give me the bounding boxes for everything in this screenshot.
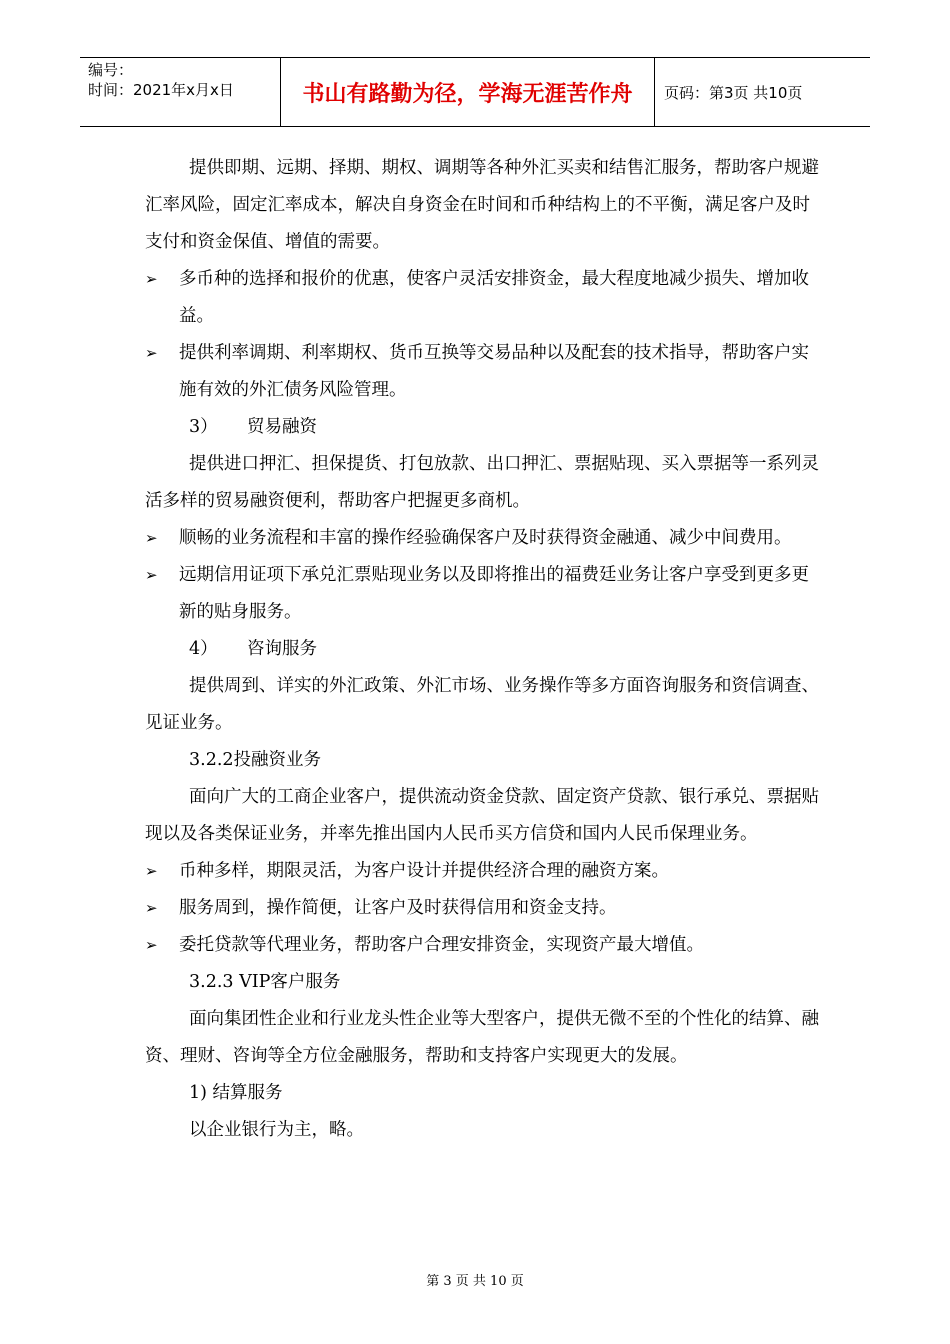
bullet-item [145,853,825,890]
bullet-text: 顺畅的业务流程和丰富的操作经验确保客户及时获得资金融通、减少中间费用。 [179,528,792,548]
arrow-bullet-icon: ➢ [145,270,158,288]
paragraph: 提供进口押汇、担保提货、打包放款、出口押汇、票据贴现、买入票据等一系列灵活多样的贸易融资便利，帮助客户把握更多商机。 [145,454,819,511]
section-heading [145,409,825,446]
arrow-bullet-icon: ➢ [145,899,158,917]
page-footer: 第 3 页 共 10 页 [426,1274,524,1289]
paragraph: 面向广大的工商企业客户，提供流动资金贷款、固定资产贷款、银行承兑、票据贴现以及各类保证业务，并率先推出国内人民币买方信贷和国内人民币保理业务。 [145,787,819,844]
section-heading: 3.2.3 VIP客户服务 [189,972,341,992]
bullet-item [145,261,825,335]
arrow-bullet-icon: ➢ [145,344,158,362]
arrow-bullet-icon: ➢ [145,529,158,547]
header-motto: 书山有路勤为径，学海无涯苦作舟 [302,81,633,107]
paragraph: 提供即期、远期、择期、期权、调期等各种外汇买卖和结售汇服务，帮助客户规避汇率风险，固定汇率成本，解决自身资金在时间和币种结构上的不平衡，满足客户及时支付和资金保值、增值的需要。 [145,158,819,252]
arrow-bullet-icon: ➢ [145,862,158,880]
paragraph: 提供周到、详实的外汇政策、外汇市场、业务操作等多方面咨询服务和资信调查、见证业务。 [145,676,819,733]
bullet-item [145,557,825,631]
doc-time-label: 时间：2021年x月x日 [88,81,234,99]
arrow-bullet-icon: ➢ [145,936,158,954]
page-header [80,57,870,127]
bullet-text: 委托贷款等代理业务，帮助客户合理安排资金，实现资产最大增值。 [179,935,704,955]
header-page-info: 页码：第3页 共10页 [664,83,803,102]
document-body [145,150,825,1149]
bullet-item [145,520,825,557]
header-meta [88,60,278,100]
section-heading: 3.2.2投融资业务 [189,750,322,770]
bullet-text: 多币种的选择和报价的优惠，使客户灵活安排资金，最大程度地减少损失、增加收益。 [179,269,809,326]
bullet-item [145,890,825,927]
paragraph: 以企业银行为主，略。 [189,1120,364,1140]
doc-number-label: 编号： [88,61,134,79]
bullet-item [145,927,825,964]
bullet-text: 远期信用证项下承兑汇票贴现业务以及即将推出的福费廷业务让客户享受到更多更新的贴身服务。 [179,565,809,622]
section-title: 贸易融资 [247,417,317,437]
bullet-text: 服务周到，操作简便，让客户及时获得信用和资金支持。 [179,898,617,918]
paragraph: 面向集团性企业和行业龙头性企业等大型客户，提供无微不至的个性化的结算、融资、理财、咨询等全方位金融服务，帮助和支持客户实现更大的发展。 [145,1009,819,1066]
bullet-item [145,335,825,409]
bullet-text: 币种多样，期限灵活，为客户设计并提供经济合理的融资方案。 [179,861,669,881]
section-heading: 1) 结算服务 [189,1083,283,1103]
section-number: 4） [189,639,218,659]
arrow-bullet-icon: ➢ [145,566,158,584]
bullet-text: 提供利率调期、利率期权、货币互换等交易品种以及配套的技术指导，帮助客户实施有效的外汇债务风险管理。 [179,343,809,400]
header-divider [654,58,655,126]
section-heading [145,631,825,668]
section-title: 咨询服务 [247,639,317,659]
section-number: 3） [189,417,218,437]
